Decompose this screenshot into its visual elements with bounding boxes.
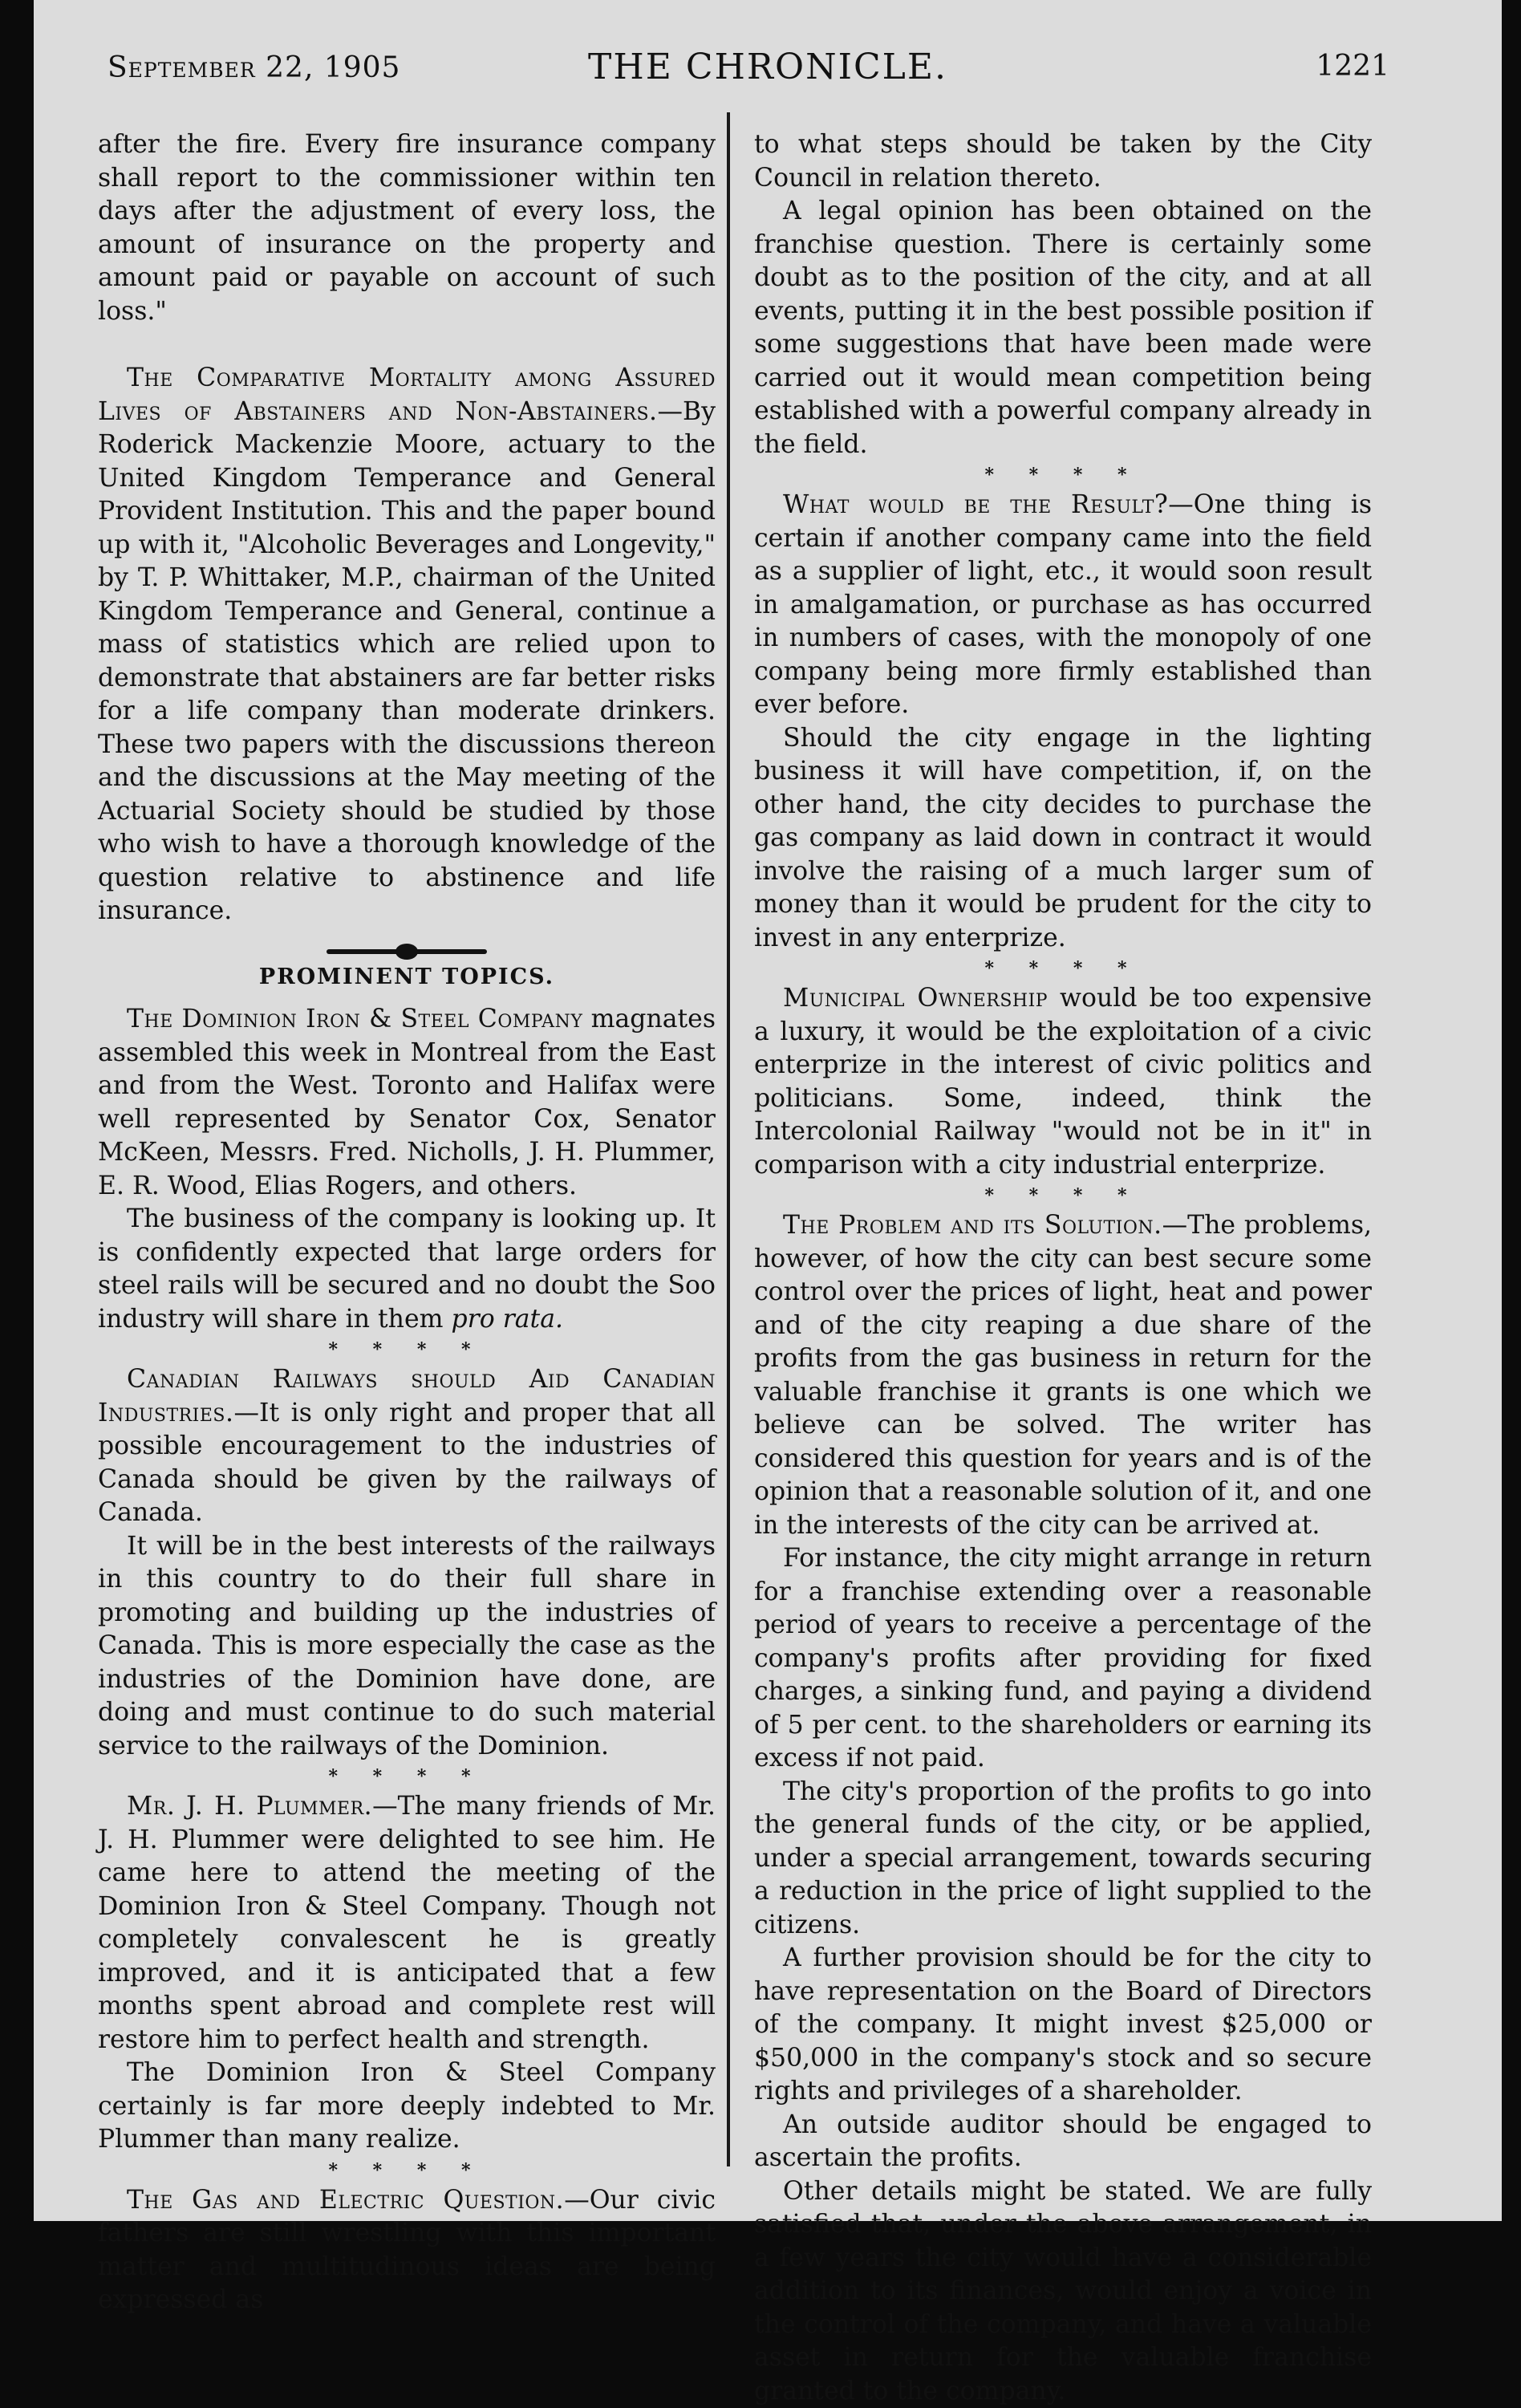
- section-separator: * * * *: [98, 2157, 716, 2184]
- page-header: [34, 39, 1502, 95]
- paragraph-body: —The problems, however, of how the city can best secure some control over the prices of light, heat and power and of the city reaping a due share of the profits from the gas business in return for the valuable franchise it grants is one which we believe can be solved. The writer has considered this question for years and is of the opinion that a reasonable solution of it, and one in the interests of the city can be arrived at.: [754, 1211, 1372, 1540]
- section-separator: * * * *: [754, 955, 1372, 982]
- paragraph: to what steps should be taken by the City Council in relation thereto.: [754, 128, 1372, 195]
- paragraph-heading: Canadian Railways should Aid Canadian Industries.: [98, 1365, 716, 1427]
- right-column: [754, 128, 1372, 2408]
- paragraph-heading: The Comparative Mortality among Assured Lives of Abstainers and Non-Abstainers.: [98, 363, 716, 426]
- paragraph-body: —One thing is certain if another company came into the field as a supplier of light, etc., it would soon result in amalgamation, or purchase as has occurred in numbers of cases, with the monopoly of one company being more firmly established than ever before.: [754, 490, 1372, 719]
- paragraph: The city's proportion of the profits to go into the general funds of the city, or be applied, under a special arrangement, towards securing a reduction in the price of light supplied to the citizens.: [754, 1776, 1372, 1943]
- paragraph-heading: The Gas and Electric Question.: [127, 2186, 564, 2215]
- paragraph-body: magnates assembled this week in Montreal from the East and from the West. Toronto and Halifax were well represented by Senator Cox, Senator McKeen, Messrs. Fred. Nicholls, J. H. Plummer, E. R. Wood, Elias Rogers, and others.: [98, 1005, 716, 1200]
- paragraph: For instance, the city might arrange in return for a franchise extending over a reasonable period of years to receive a percentage of the company's profits after providing for fixed charges, a sinking fund, and paying a dividend of 5 per cent. to the shareholders or earning its excess if not paid.: [754, 1542, 1372, 1776]
- paragraph-body: —By Roderick Mackenzie Moore, actuary to the United Kingdom Temperance and General Provident Institution. This and the paper bound up with it, "Alcoholic Beverages and Longevity," by T. P. Whittaker, M.P., chairman of the United Kingdom Temperance and General, continue a mass of statistics which are relied upon to demonstrate that abstainers are far better risks for a life company than moderate drinkers. These two papers with the discussions thereon and the discussions at the May meeting of the Actuarial Society should be studied by those who wish to have a thorough knowledge of the question relative to abstinence and life insurance.: [98, 397, 716, 926]
- column-divider: [727, 112, 730, 2166]
- left-column: [98, 128, 716, 2317]
- paragraph: [754, 489, 1372, 722]
- section-separator: * * * *: [98, 1336, 716, 1363]
- paragraph-body: —It is only right and proper that all possible encouragement to the industries of Canada should be given by the railways of Canada.: [98, 1399, 716, 1528]
- paragraph: It will be in the best interests of the railways in this country to do their full share in promoting and building up the industries of Canada. This is more especially the case as the industries of the Dominion have done, are doing and must continue to do such material service to the railways of the Dominion.: [98, 1530, 716, 1764]
- paragraph: The Dominion Iron & Steel Company certainly is far more deeply indebted to Mr. Plummer than many realize.: [98, 2057, 716, 2157]
- issue-date: September 22, 1905: [107, 51, 400, 84]
- paragraph: [98, 362, 716, 928]
- paragraph-heading: What would be the Result?: [783, 490, 1168, 519]
- paragraph: Should the city engage in the lighting business it will have competition, if, on the other hand, the city decides to purchase the gas company as laid down in contract it would involve the raising of a much larger sum of money than it would be prudent for the city to invest in any enterprize.: [754, 722, 1372, 956]
- page-number: 1221: [1316, 50, 1389, 83]
- paragraph: Other details might be stated. We are fully satisfied that, under the above arrangement, in a few years the city would have a considerable addition to its finances, would enjoy a voice in the control of the company, and have a valuable asset in return for the valuable franchise granted to the company.: [754, 2175, 1372, 2408]
- paragraph-heading: Mr. J. H. Plummer.: [127, 1792, 372, 1821]
- section-title: PROMINENT TOPICS.: [98, 960, 716, 994]
- paragraph: [754, 982, 1372, 1182]
- paragraph: [98, 1363, 716, 1530]
- paragraph: An outside auditor should be engaged to ascertain the profits.: [754, 2109, 1372, 2175]
- section-separator: * * * *: [754, 461, 1372, 489]
- paragraph: [98, 1790, 716, 2057]
- paragraph: A legal opinion has been obtained on the franchise question. There is certainly some doubt as to the position of the city, and at all events, putting it in the best possible position if some suggestions that have been made were carried out it would mean competition being established with a powerful company already in the field.: [754, 195, 1372, 461]
- paragraph: [98, 2184, 716, 2317]
- paragraph-heading: Municipal Ownership: [783, 984, 1048, 1013]
- paragraph-body: —Our civic fathers are still wrestling with this important matter and multitudinous ideas are being expressed as: [98, 2186, 716, 2315]
- paragraph: [98, 1003, 716, 1203]
- section-separator: * * * *: [754, 1182, 1372, 1209]
- paragraph-heading: The Problem and its Solution.: [783, 1211, 1162, 1240]
- paragraph-body: —The many friends of Mr. J. H. Plummer were delighted to see him. He came here to attend the meeting of the Dominion Iron & Steel Company. Though not completely convalescent he is greatly improved, and it is anticipated that a few months spent abroad and complete rest will restore him to perfect health and strength.: [98, 1792, 716, 2054]
- paragraph-body: The business of the company is looking up. It is confidently expected that large orders for steel rails will be secured and no doubt the Soo industry will share in them: [98, 1204, 716, 1334]
- italic-text: pro rata.: [452, 1305, 564, 1334]
- publication-title: THE CHRONICLE.: [34, 47, 1502, 87]
- paragraph: [754, 1209, 1372, 1542]
- paragraph: [98, 1203, 716, 1336]
- paragraph-heading: The Dominion Iron & Steel Company: [127, 1005, 582, 1033]
- newspaper-page: [34, 0, 1502, 2221]
- paragraph: A further provision should be for the city to have representation on the Board of Directors of the company. It might invest $25,000 or $50,000 in the company's stock and so secure rights and privileges of a shareholder.: [754, 1942, 1372, 2109]
- section-separator: * * * *: [98, 1763, 716, 1790]
- ornamental-rule: [327, 949, 487, 954]
- paragraph-body: would be too expensive a luxury, it would be the exploitation of a civic enterprize in the interest of civic politics and politicians. Some, indeed, think the Intercolonial Railway "would not be in it" in comparison with a city industrial enterprize.: [754, 984, 1372, 1180]
- paragraph: after the fire. Every fire insurance company shall report to the commissioner within ten days after the adjustment of every loss, the amount of insurance on the property and amount paid or payable on account of such loss.": [98, 128, 716, 328]
